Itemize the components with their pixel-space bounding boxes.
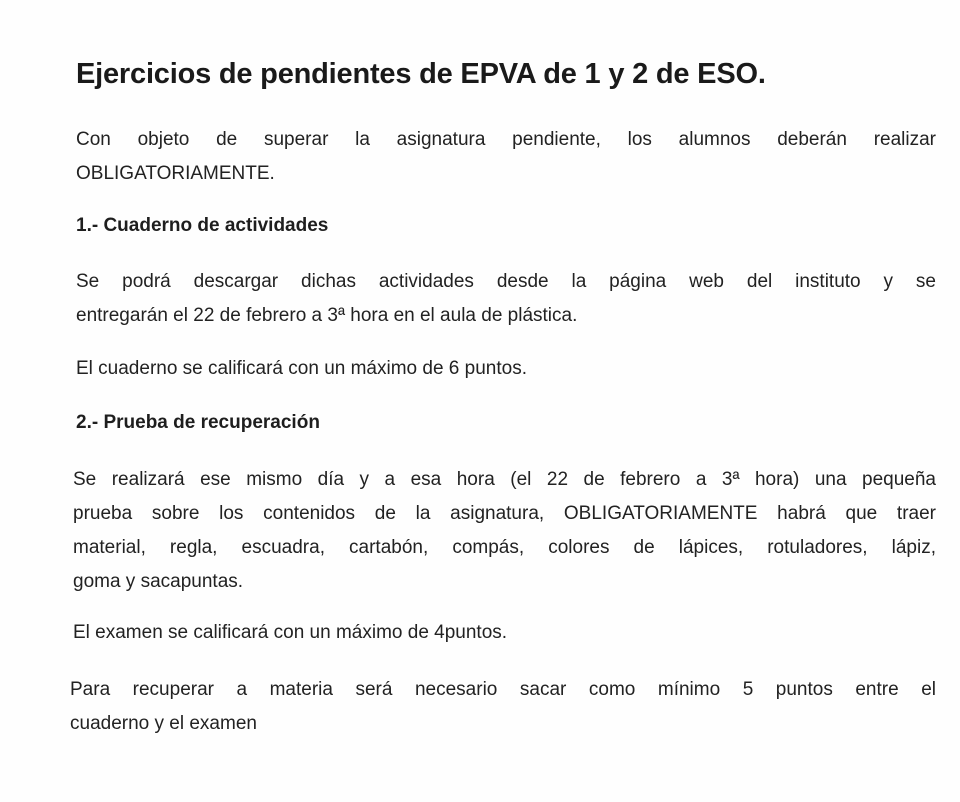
section-2-p2-line: El examen se calificará con un máximo de 4puntos.: [73, 622, 508, 643]
section-2-p1-line-1: Se realizará ese mismo día y a esa hora (el 22 de febrero a 3ª hora) una pequeña: [73, 469, 936, 490]
section-1-p1-line-1: Se podrá descargar dichas actividades desde la página web del instituto y se: [76, 271, 936, 292]
section-2-paragraph-3: [70, 673, 936, 741]
section-1-heading: 1.- Cuaderno de actividades: [76, 215, 329, 236]
section-2-heading: 2.- Prueba de recuperación: [76, 412, 320, 433]
section-2-paragraph-1: [73, 463, 936, 599]
section-1-p2-line: El cuaderno se calificará con un máximo de 6 puntos.: [76, 358, 527, 379]
section-2-p1-line-2: prueba sobre los contenidos de la asignatura, OBLIGATORIAMENTE habrá que traer: [73, 503, 936, 524]
section-2-p3-line-1: Para recuperar a materia será necesario sacar como mínimo 5 puntos entre el: [70, 679, 936, 700]
intro-paragraph: [76, 123, 936, 191]
section-2-p3-line-2: cuaderno y el examen: [70, 713, 257, 734]
section-2-paragraph-2: [73, 616, 936, 650]
section-2-p1-line-3: material, regla, escuadra, cartabón, compás, colores de lápices, rotuladores, lápiz,: [73, 537, 936, 558]
section-1-paragraph-2: [76, 352, 936, 386]
section-1-paragraph-1: [76, 265, 936, 333]
document-title: Ejercicios de pendientes de EPVA de 1 y 2 de ESO.: [76, 58, 766, 90]
section-2-p1-line-4: goma y sacapuntas.: [73, 571, 244, 592]
intro-line-2: OBLIGATORIAMENTE.: [76, 163, 275, 184]
section-1-p1-line-2: entregarán el 22 de febrero a 3ª hora en el aula de plástica.: [76, 305, 578, 326]
intro-line-1: Con objeto de superar la asignatura pendiente, los alumnos deberán realizar: [76, 129, 936, 150]
